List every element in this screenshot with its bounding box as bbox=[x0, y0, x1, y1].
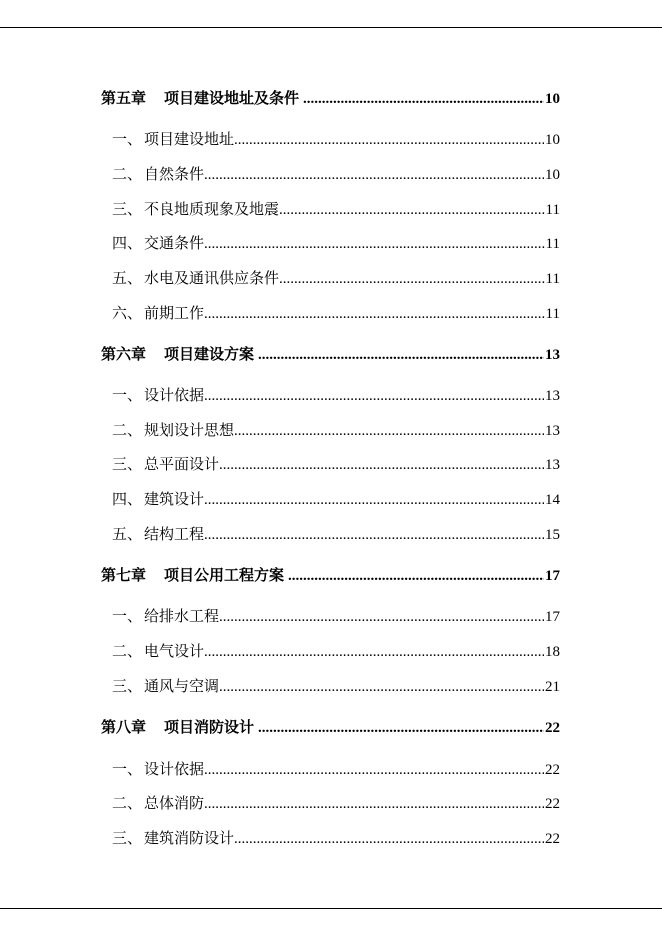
dot-leader bbox=[204, 524, 544, 546]
dot-leader bbox=[279, 268, 545, 290]
section-title: 总体消防 bbox=[144, 794, 205, 812]
section-title: 总平面设计 bbox=[144, 455, 220, 473]
section-number: 三、 bbox=[112, 200, 143, 218]
dot-leader bbox=[204, 489, 544, 511]
section-page-number: 21 bbox=[545, 679, 560, 695]
section-title: 电气设计 bbox=[144, 642, 205, 660]
header-rule bbox=[0, 27, 662, 28]
section-title: 设计依据 bbox=[144, 760, 205, 778]
toc-section[interactable] bbox=[112, 128, 560, 150]
section-number: 一、 bbox=[112, 607, 143, 625]
section-title: 自然条件 bbox=[144, 165, 205, 183]
toc-section[interactable] bbox=[112, 605, 560, 627]
section-page-number: 15 bbox=[545, 527, 560, 543]
toc-section[interactable] bbox=[112, 827, 560, 849]
dot-leader bbox=[204, 641, 544, 663]
toc-section[interactable] bbox=[112, 419, 560, 441]
footer-rule bbox=[0, 908, 662, 909]
toc-section[interactable] bbox=[112, 384, 560, 406]
section-number: 二、 bbox=[112, 642, 143, 660]
chapter-number: 第八章 bbox=[101, 718, 147, 736]
toc-section[interactable] bbox=[112, 640, 560, 662]
section-number: 三、 bbox=[112, 829, 143, 847]
toc-chapter-5[interactable] bbox=[101, 87, 560, 109]
toc-chapter-6[interactable] bbox=[101, 343, 560, 365]
dot-leader bbox=[204, 385, 544, 407]
dot-leader bbox=[258, 717, 544, 739]
section-number: 一、 bbox=[112, 386, 143, 404]
chapter-page-number: 22 bbox=[545, 720, 560, 736]
chapter-title: 项目公用工程方案 bbox=[164, 566, 285, 584]
section-title: 建筑设计 bbox=[144, 490, 205, 508]
dot-leader bbox=[234, 828, 544, 850]
section-title: 结构工程 bbox=[144, 525, 205, 543]
chapter-number: 第五章 bbox=[101, 89, 147, 107]
section-title: 设计依据 bbox=[144, 386, 205, 404]
section-number: 二、 bbox=[112, 421, 143, 439]
dot-leader bbox=[234, 129, 544, 151]
section-page-number: 11 bbox=[545, 306, 560, 322]
section-number: 四、 bbox=[112, 490, 143, 508]
toc-chapter-8[interactable] bbox=[101, 716, 560, 738]
toc-section[interactable] bbox=[112, 792, 560, 814]
section-title: 给排水工程 bbox=[144, 607, 220, 625]
dot-leader bbox=[204, 303, 545, 325]
section-page-number: 18 bbox=[545, 644, 560, 660]
chapter-page-number: 13 bbox=[545, 347, 560, 363]
section-title: 项目建设地址 bbox=[144, 130, 235, 148]
toc-section[interactable] bbox=[112, 267, 560, 289]
toc-section[interactable] bbox=[112, 232, 560, 254]
dot-leader bbox=[204, 164, 544, 186]
chapter-number: 第六章 bbox=[101, 345, 147, 363]
section-page-number: 11 bbox=[545, 236, 560, 252]
toc-section[interactable] bbox=[112, 523, 560, 545]
chapter-title: 项目建设方案 bbox=[164, 345, 255, 363]
toc-section[interactable] bbox=[112, 675, 560, 697]
dot-leader bbox=[219, 454, 544, 476]
dot-leader bbox=[279, 199, 545, 221]
dot-leader bbox=[234, 420, 544, 442]
dot-leader bbox=[204, 233, 545, 255]
section-title: 不良地质现象及地震 bbox=[144, 200, 280, 218]
section-number: 五、 bbox=[112, 269, 143, 287]
section-title: 建筑消防设计 bbox=[144, 829, 235, 847]
section-page-number: 11 bbox=[545, 202, 560, 218]
section-number: 二、 bbox=[112, 794, 143, 812]
section-number: 三、 bbox=[112, 677, 143, 695]
section-title: 通风与空调 bbox=[144, 677, 220, 695]
section-title: 水电及通讯供应条件 bbox=[144, 269, 280, 287]
section-number: 五、 bbox=[112, 525, 143, 543]
chapter-number: 第七章 bbox=[101, 566, 147, 584]
toc-section[interactable] bbox=[112, 198, 560, 220]
section-page-number: 10 bbox=[545, 132, 560, 148]
toc-section[interactable] bbox=[112, 163, 560, 185]
chapter-page-number: 17 bbox=[545, 568, 560, 584]
section-page-number: 14 bbox=[545, 492, 560, 508]
toc-section[interactable] bbox=[112, 488, 560, 510]
section-number: 一、 bbox=[112, 760, 143, 778]
toc-section[interactable] bbox=[112, 758, 560, 780]
section-page-number: 13 bbox=[545, 388, 560, 404]
section-page-number: 10 bbox=[545, 167, 560, 183]
section-title: 交通条件 bbox=[144, 234, 205, 252]
dot-leader bbox=[204, 793, 544, 815]
dot-leader bbox=[204, 759, 544, 781]
dot-leader bbox=[303, 88, 544, 110]
toc-section[interactable] bbox=[112, 453, 560, 475]
section-number: 三、 bbox=[112, 455, 143, 473]
section-page-number: 22 bbox=[545, 796, 560, 812]
toc-section[interactable] bbox=[112, 302, 560, 324]
section-page-number: 13 bbox=[545, 423, 560, 439]
section-number: 六、 bbox=[112, 304, 143, 322]
section-number: 二、 bbox=[112, 165, 143, 183]
toc-chapter-7[interactable] bbox=[101, 564, 560, 586]
section-page-number: 17 bbox=[545, 609, 560, 625]
dot-leader bbox=[219, 606, 544, 628]
dot-leader bbox=[288, 565, 544, 587]
section-title: 前期工作 bbox=[144, 304, 205, 322]
chapter-page-number: 10 bbox=[545, 91, 560, 107]
dot-leader bbox=[219, 676, 544, 698]
chapter-title: 项目建设地址及条件 bbox=[164, 89, 300, 107]
section-number: 四、 bbox=[112, 234, 143, 252]
section-page-number: 11 bbox=[545, 271, 560, 287]
section-page-number: 13 bbox=[545, 457, 560, 473]
section-page-number: 22 bbox=[545, 831, 560, 847]
section-title: 规划设计思想 bbox=[144, 421, 235, 439]
section-page-number: 22 bbox=[545, 762, 560, 778]
chapter-title: 项目消防设计 bbox=[164, 718, 255, 736]
dot-leader bbox=[258, 344, 544, 366]
section-number: 一、 bbox=[112, 130, 143, 148]
